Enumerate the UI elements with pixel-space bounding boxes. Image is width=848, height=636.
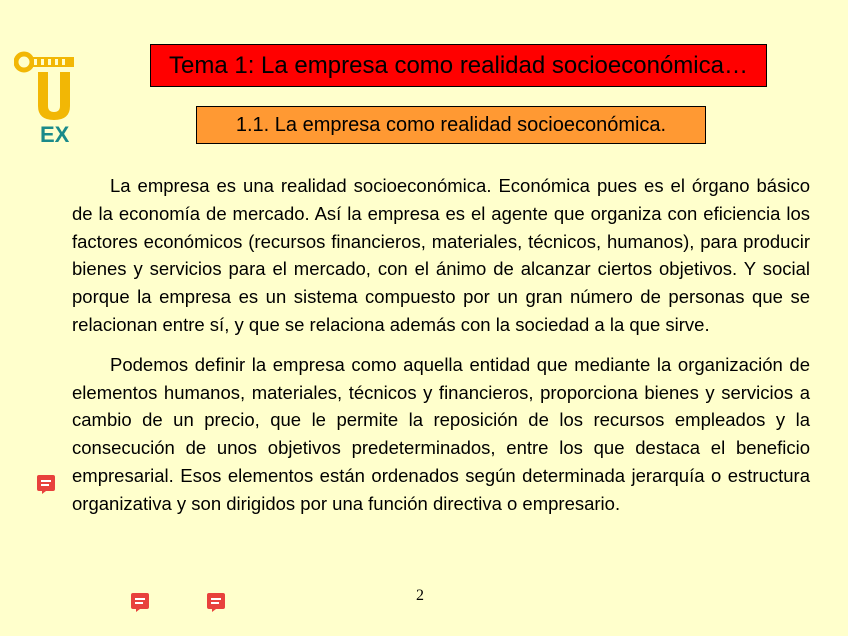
slide-title: Tema 1: La empresa como realidad socioeconómica… [150,44,767,87]
slide-body [72,172,810,530]
university-logo-icon [14,48,78,144]
comment-note-icon[interactable] [206,592,226,612]
page-number: 2 [416,587,424,604]
paragraph-1: La empresa es una realidad socioeconómica. Económica pues es el órgano básico de la economía de mercado. Así la empresa es el agente que organiza con eficiencia los factores económicos (recursos financieros, materiales, técnicos, humanos), para producir bienes y servicios para el mercado, con el ánimo de alcanzar ciertos objetivos. Y social porque la empresa es un sistema compuesto por un gran número de personas que se relacionan entre sí, y que se relaciona además con la sociedad a la que sirve. [72,175,810,335]
comment-note-icon[interactable] [36,474,56,494]
comment-note-icon[interactable] [130,592,150,612]
slide-subtitle: 1.1. La empresa como realidad socioeconómica. [196,106,706,144]
paragraph-2: Podemos definir la empresa como aquella entidad que mediante la organización de elementos humanos, materiales, técnicos y financieros, proporciona bienes y servicios a cambio de un precio, que le permite la reposición de los recursos empleados y la consecución de unos objetivos predeterminados, entre los que destaca el beneficio empresarial. Esos elementos están ordenados según determinada jerarquía o estructura organizativa y son dirigidos por una función directiva o empresario. [72,353,810,514]
logo-text: EX [40,122,70,144]
